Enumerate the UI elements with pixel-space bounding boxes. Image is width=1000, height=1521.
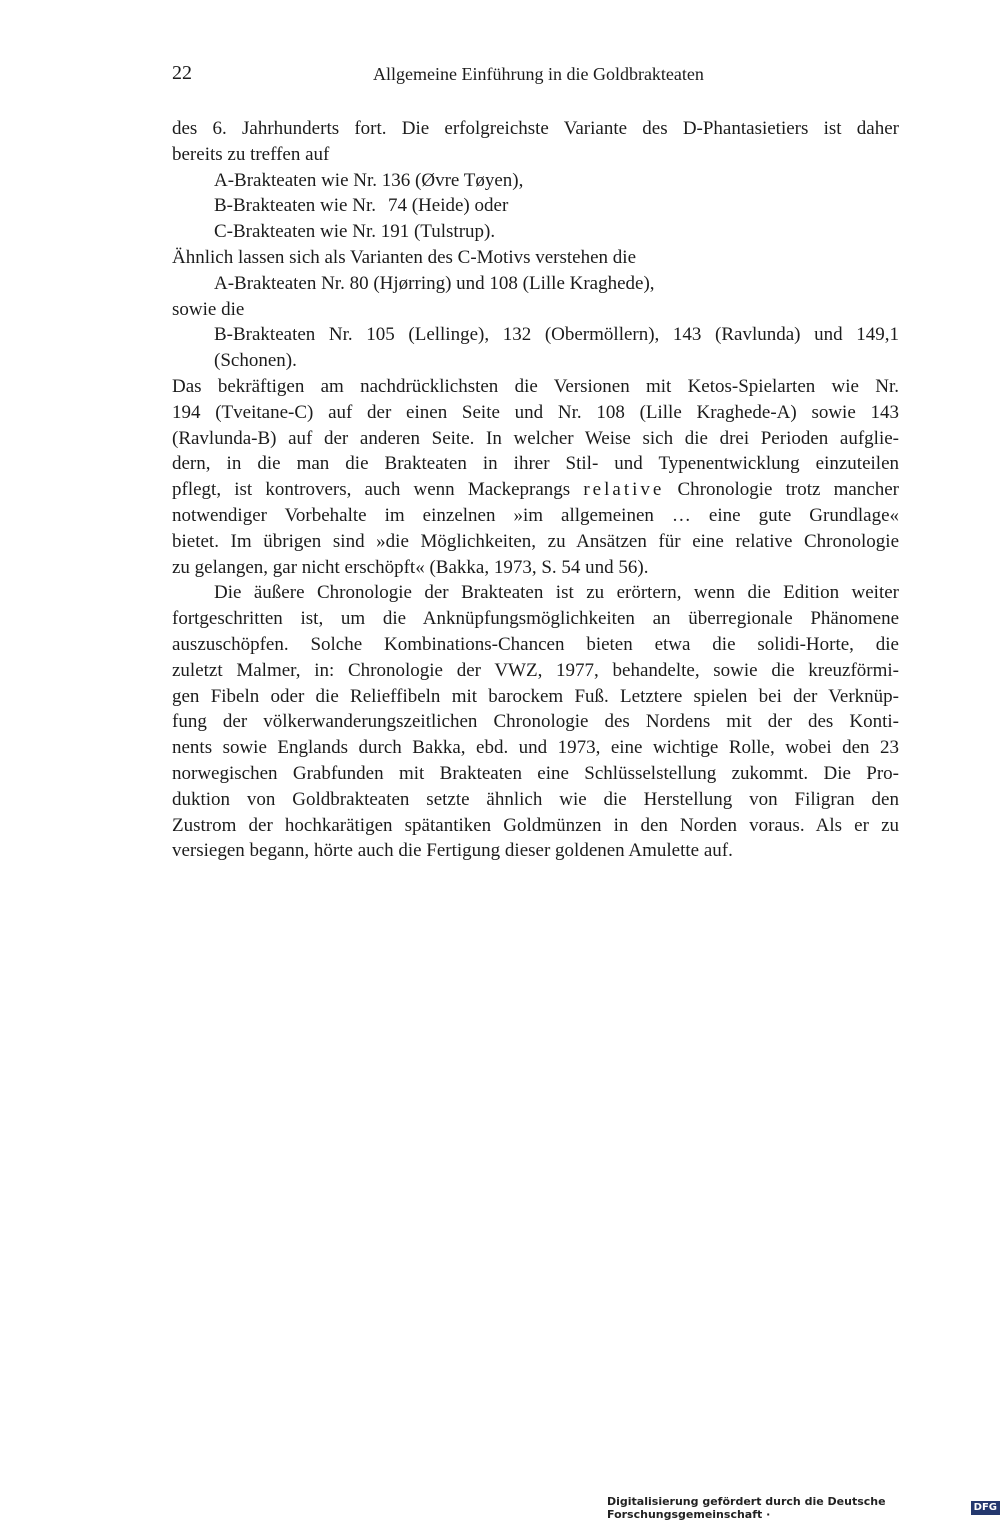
text-line: duktion von Goldbrakteaten setzte ähnlich wie die Herstellung von Filigran den <box>172 788 899 810</box>
text-line: fung der völkerwanderungszeitlichen Chronologie des Nordens mit der des Konti- <box>172 711 899 733</box>
text-line: 194 (Tveitane-C) auf der einen Seite und Nr. 108 (Lille Kraghede-A) sowie 143 <box>172 401 899 423</box>
emphasized-word: relative <box>583 479 665 501</box>
text-line: fortgeschritten ist, um die Anknüpfungsmöglichkeiten an überregionale Phänomene <box>172 608 899 630</box>
text-line: Das bekräftigen am nachdrücklichsten die Versionen mit Ketos-Spielarten wie Nr. <box>172 375 899 397</box>
text-line: dern, in die man die Brakteaten in ihrer Stil- und Typenentwicklung einzuteilen <box>172 453 899 475</box>
dfg-logo: DFG <box>971 1501 1000 1515</box>
text-line: bereits zu treffen auf <box>172 143 330 165</box>
text-line: Ähnlich lassen sich als Varianten des C-Motivs verstehen die <box>172 246 636 268</box>
text-line: gen Fibeln oder die Relieffibeln mit barockem Fuß. Letztere spielen bei der Verknüp- <box>172 685 899 707</box>
digitization-credit <box>607 1495 1000 1521</box>
text-line: sowie die <box>172 298 245 320</box>
list-item: (Schonen). <box>214 350 297 372</box>
text-line: des 6. Jahrhunderts fort. Die erfolgreichste Variante des D-Phantasietiers ist daher <box>172 118 899 139</box>
list-item <box>172 193 899 219</box>
running-title: Allgemeine Einführung in die Goldbrakteaten <box>373 64 704 84</box>
text-line: versiegen begann, hörte auch die Fertigung dieser goldenen Amulette auf. <box>172 840 733 862</box>
text-line: zuletzt Malmer, in: Chronologie der VWZ, 1977, behandelte, sowie die kreuzförmi- <box>172 659 899 681</box>
text-segment: pflegt, ist kontrovers, auch wenn Mackeprangs <box>172 479 571 501</box>
text-line: (Ravlunda-B) auf der anderen Seite. In welcher Weise sich die drei Perioden aufglie- <box>172 427 899 449</box>
credit-text: Digitalisierung gefördert durch die Deutsche Forschungsgemeinschaft · <box>607 1495 886 1521</box>
list-item-value: 74 (Heide) oder <box>387 195 509 217</box>
text-line: Zustrom der hochkarätigen spätantiken Goldmünzen in den Norden voraus. Als er zu <box>172 814 899 836</box>
text-segment: Chronologie trotz mancher <box>677 479 899 501</box>
body-text <box>172 116 899 864</box>
list-item: B-Brakteaten Nr. 105 (Lellinge), 132 (Obermöllern), 143 (Ravlunda) und 149,1 <box>214 324 899 346</box>
text-line: bietet. Im übrigen sind »die Möglichkeiten, zu Ansätzen für eine relative Chronologie <box>172 530 899 552</box>
text-line: nents sowie Englands durch Bakka, ebd. und 1973, eine wichtige Rolle, wobei den 23 <box>172 737 899 759</box>
list-item: A-Brakteaten wie Nr. 136 (Øvre Tøyen), <box>214 169 524 191</box>
text-line: notwendiger Vorbehalte im einzelnen »im allgemeinen … eine gute Grundlage« <box>172 504 899 526</box>
list-item: C-Brakteaten wie Nr. 191 (Tulstrup). <box>214 221 496 243</box>
list-item: A-Brakteaten Nr. 80 (Hjørring) und 108 (Lille Kraghede), <box>214 272 655 294</box>
text-line: auszuschöpfen. Solche Kombinations-Chancen bieten etwa die solidi-Horte, die <box>172 633 899 655</box>
text-line <box>172 477 899 503</box>
text-line: Die äußere Chronologie der Brakteaten ist zu erörtern, wenn die Edition weiter <box>214 582 899 604</box>
page-number: 22 <box>172 62 192 84</box>
text-line: norwegischen Grabfunden mit Brakteaten eine Schlüsselstellung zukommt. Die Pro- <box>172 762 899 784</box>
list-item-label: B-Brakteaten wie Nr. <box>214 195 376 217</box>
text-line: zu gelangen, gar nicht erschöpft« (Bakka, 1973, S. 54 und 56). <box>172 556 649 578</box>
